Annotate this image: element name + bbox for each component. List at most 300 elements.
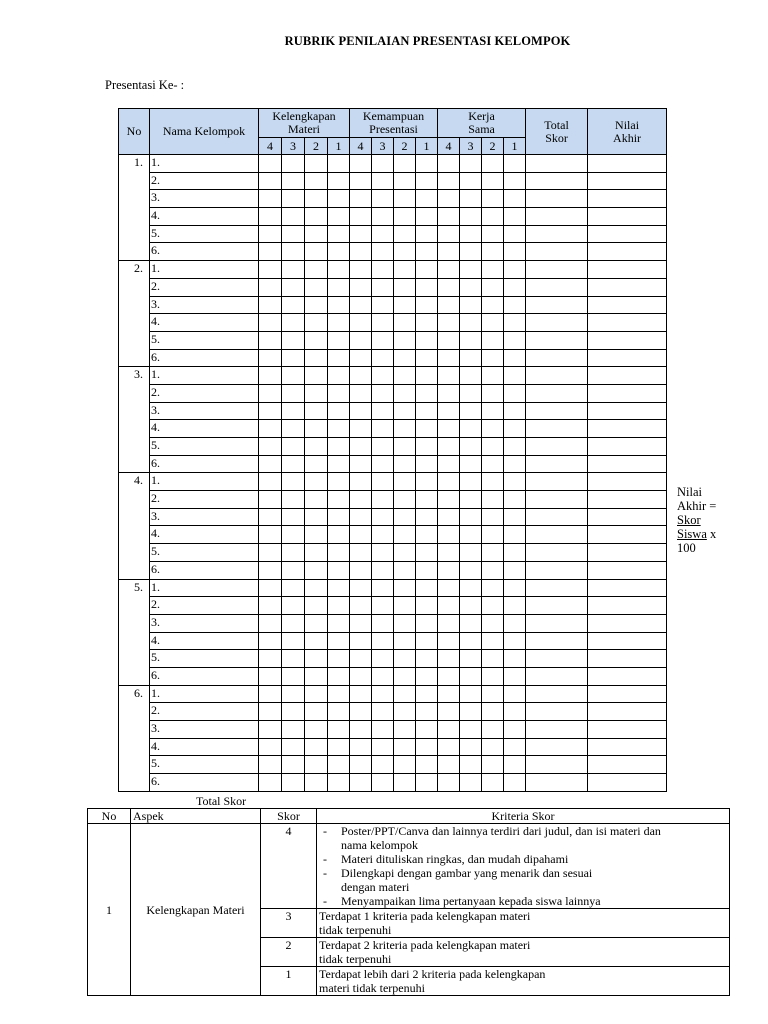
score-cell[interactable] xyxy=(416,455,438,473)
score-cell[interactable] xyxy=(460,296,482,314)
score-cell[interactable] xyxy=(504,261,526,279)
score-cell[interactable] xyxy=(504,296,526,314)
score-cell[interactable] xyxy=(305,632,328,650)
score-cell[interactable] xyxy=(259,261,282,279)
score-cell[interactable] xyxy=(394,331,416,349)
score-cell[interactable] xyxy=(482,473,504,491)
score-cell[interactable] xyxy=(416,225,438,243)
score-cell[interactable] xyxy=(504,508,526,526)
score-cell[interactable] xyxy=(282,685,305,703)
score-cell[interactable] xyxy=(328,243,350,261)
score-cell[interactable] xyxy=(482,455,504,473)
score-cell[interactable] xyxy=(416,579,438,597)
score-cell[interactable] xyxy=(416,526,438,544)
score-cell[interactable] xyxy=(394,685,416,703)
score-cell[interactable] xyxy=(394,667,416,685)
score-cell[interactable] xyxy=(438,314,460,332)
score-cell[interactable] xyxy=(328,632,350,650)
score-cell[interactable] xyxy=(305,261,328,279)
score-cell[interactable] xyxy=(460,579,482,597)
score-cell[interactable] xyxy=(282,508,305,526)
score-cell[interactable] xyxy=(350,172,372,190)
score-cell[interactable] xyxy=(259,544,282,562)
score-cell[interactable] xyxy=(460,314,482,332)
final-score-cell[interactable] xyxy=(588,402,667,420)
score-cell[interactable] xyxy=(438,367,460,385)
score-cell[interactable] xyxy=(259,349,282,367)
score-cell[interactable] xyxy=(460,738,482,756)
score-cell[interactable] xyxy=(438,756,460,774)
score-cell[interactable] xyxy=(394,420,416,438)
score-cell[interactable] xyxy=(350,721,372,739)
score-cell[interactable] xyxy=(328,703,350,721)
score-cell[interactable] xyxy=(372,544,394,562)
total-score-cell[interactable] xyxy=(526,473,588,491)
score-cell[interactable] xyxy=(482,703,504,721)
score-cell[interactable] xyxy=(482,667,504,685)
score-cell[interactable] xyxy=(305,703,328,721)
score-cell[interactable] xyxy=(416,384,438,402)
score-cell[interactable] xyxy=(372,614,394,632)
score-cell[interactable] xyxy=(259,208,282,226)
score-cell[interactable] xyxy=(504,473,526,491)
score-cell[interactable] xyxy=(482,721,504,739)
score-cell[interactable] xyxy=(504,172,526,190)
score-cell[interactable] xyxy=(372,650,394,668)
score-cell[interactable] xyxy=(482,438,504,456)
final-score-cell[interactable] xyxy=(588,544,667,562)
score-cell[interactable] xyxy=(350,420,372,438)
score-cell[interactable] xyxy=(282,738,305,756)
score-cell[interactable] xyxy=(394,261,416,279)
score-cell[interactable] xyxy=(328,491,350,509)
score-cell[interactable] xyxy=(305,614,328,632)
final-score-cell[interactable] xyxy=(588,243,667,261)
score-cell[interactable] xyxy=(305,243,328,261)
score-cell[interactable] xyxy=(350,331,372,349)
score-cell[interactable] xyxy=(305,738,328,756)
score-cell[interactable] xyxy=(460,526,482,544)
score-cell[interactable] xyxy=(416,349,438,367)
score-cell[interactable] xyxy=(416,650,438,668)
score-cell[interactable] xyxy=(504,155,526,173)
score-cell[interactable] xyxy=(328,367,350,385)
score-cell[interactable] xyxy=(372,261,394,279)
score-cell[interactable] xyxy=(328,650,350,668)
score-cell[interactable] xyxy=(460,721,482,739)
score-cell[interactable] xyxy=(438,225,460,243)
score-cell[interactable] xyxy=(328,384,350,402)
score-cell[interactable] xyxy=(504,703,526,721)
score-cell[interactable] xyxy=(394,438,416,456)
score-cell[interactable] xyxy=(482,526,504,544)
score-cell[interactable] xyxy=(305,473,328,491)
final-score-cell[interactable] xyxy=(588,632,667,650)
score-cell[interactable] xyxy=(350,208,372,226)
score-cell[interactable] xyxy=(482,561,504,579)
score-cell[interactable] xyxy=(460,402,482,420)
score-cell[interactable] xyxy=(394,526,416,544)
score-cell[interactable] xyxy=(259,579,282,597)
final-score-cell[interactable] xyxy=(588,667,667,685)
score-cell[interactable] xyxy=(504,225,526,243)
score-cell[interactable] xyxy=(372,774,394,792)
score-cell[interactable] xyxy=(482,261,504,279)
score-cell[interactable] xyxy=(438,172,460,190)
score-cell[interactable] xyxy=(504,314,526,332)
score-cell[interactable] xyxy=(282,438,305,456)
score-cell[interactable] xyxy=(504,614,526,632)
score-cell[interactable] xyxy=(350,438,372,456)
score-cell[interactable] xyxy=(416,544,438,562)
score-cell[interactable] xyxy=(482,243,504,261)
score-cell[interactable] xyxy=(394,314,416,332)
score-cell[interactable] xyxy=(305,544,328,562)
score-cell[interactable] xyxy=(328,225,350,243)
score-cell[interactable] xyxy=(438,526,460,544)
score-cell[interactable] xyxy=(305,491,328,509)
score-cell[interactable] xyxy=(305,455,328,473)
score-cell[interactable] xyxy=(438,491,460,509)
score-cell[interactable] xyxy=(305,721,328,739)
score-cell[interactable] xyxy=(282,172,305,190)
score-cell[interactable] xyxy=(328,190,350,208)
score-cell[interactable] xyxy=(504,491,526,509)
score-cell[interactable] xyxy=(372,190,394,208)
score-cell[interactable] xyxy=(259,738,282,756)
score-cell[interactable] xyxy=(305,225,328,243)
score-cell[interactable] xyxy=(416,367,438,385)
total-score-cell[interactable] xyxy=(526,438,588,456)
score-cell[interactable] xyxy=(305,438,328,456)
total-score-cell[interactable] xyxy=(526,349,588,367)
score-cell[interactable] xyxy=(259,473,282,491)
score-cell[interactable] xyxy=(259,243,282,261)
score-cell[interactable] xyxy=(394,614,416,632)
score-cell[interactable] xyxy=(460,208,482,226)
score-cell[interactable] xyxy=(460,614,482,632)
score-cell[interactable] xyxy=(282,597,305,615)
score-cell[interactable] xyxy=(372,703,394,721)
score-cell[interactable] xyxy=(282,243,305,261)
total-score-cell[interactable] xyxy=(526,225,588,243)
score-cell[interactable] xyxy=(504,650,526,668)
score-cell[interactable] xyxy=(305,420,328,438)
score-cell[interactable] xyxy=(259,614,282,632)
score-cell[interactable] xyxy=(504,579,526,597)
score-cell[interactable] xyxy=(259,597,282,615)
score-cell[interactable] xyxy=(460,190,482,208)
score-cell[interactable] xyxy=(305,296,328,314)
score-cell[interactable] xyxy=(460,455,482,473)
score-cell[interactable] xyxy=(438,455,460,473)
score-cell[interactable] xyxy=(282,544,305,562)
score-cell[interactable] xyxy=(438,579,460,597)
score-cell[interactable] xyxy=(282,278,305,296)
score-cell[interactable] xyxy=(328,261,350,279)
score-cell[interactable] xyxy=(372,208,394,226)
final-score-cell[interactable] xyxy=(588,314,667,332)
score-cell[interactable] xyxy=(328,597,350,615)
score-cell[interactable] xyxy=(328,667,350,685)
score-cell[interactable] xyxy=(394,632,416,650)
score-cell[interactable] xyxy=(259,667,282,685)
score-cell[interactable] xyxy=(416,597,438,615)
total-score-cell[interactable] xyxy=(526,632,588,650)
score-cell[interactable] xyxy=(394,579,416,597)
score-cell[interactable] xyxy=(504,349,526,367)
score-cell[interactable] xyxy=(372,367,394,385)
score-cell[interactable] xyxy=(482,756,504,774)
final-score-cell[interactable] xyxy=(588,774,667,792)
score-cell[interactable] xyxy=(504,420,526,438)
score-cell[interactable] xyxy=(328,756,350,774)
score-cell[interactable] xyxy=(394,544,416,562)
score-cell[interactable] xyxy=(282,561,305,579)
score-cell[interactable] xyxy=(504,438,526,456)
score-cell[interactable] xyxy=(460,561,482,579)
score-cell[interactable] xyxy=(460,278,482,296)
score-cell[interactable] xyxy=(328,155,350,173)
score-cell[interactable] xyxy=(259,526,282,544)
total-score-cell[interactable] xyxy=(526,243,588,261)
score-cell[interactable] xyxy=(305,526,328,544)
score-cell[interactable] xyxy=(460,225,482,243)
score-cell[interactable] xyxy=(350,296,372,314)
score-cell[interactable] xyxy=(460,384,482,402)
score-cell[interactable] xyxy=(438,774,460,792)
score-cell[interactable] xyxy=(328,721,350,739)
score-cell[interactable] xyxy=(259,721,282,739)
score-cell[interactable] xyxy=(438,278,460,296)
score-cell[interactable] xyxy=(305,774,328,792)
score-cell[interactable] xyxy=(438,508,460,526)
score-cell[interactable] xyxy=(282,314,305,332)
score-cell[interactable] xyxy=(438,667,460,685)
score-cell[interactable] xyxy=(394,455,416,473)
score-cell[interactable] xyxy=(282,526,305,544)
score-cell[interactable] xyxy=(305,314,328,332)
score-cell[interactable] xyxy=(372,508,394,526)
score-cell[interactable] xyxy=(372,685,394,703)
score-cell[interactable] xyxy=(394,349,416,367)
final-score-cell[interactable] xyxy=(588,278,667,296)
score-cell[interactable] xyxy=(350,614,372,632)
score-cell[interactable] xyxy=(504,561,526,579)
score-cell[interactable] xyxy=(305,756,328,774)
score-cell[interactable] xyxy=(394,155,416,173)
total-score-cell[interactable] xyxy=(526,614,588,632)
score-cell[interactable] xyxy=(372,172,394,190)
score-cell[interactable] xyxy=(394,473,416,491)
score-cell[interactable] xyxy=(305,579,328,597)
score-cell[interactable] xyxy=(350,561,372,579)
score-cell[interactable] xyxy=(305,172,328,190)
score-cell[interactable] xyxy=(372,455,394,473)
score-cell[interactable] xyxy=(350,190,372,208)
score-cell[interactable] xyxy=(259,774,282,792)
total-score-cell[interactable] xyxy=(526,278,588,296)
final-score-cell[interactable] xyxy=(588,420,667,438)
score-cell[interactable] xyxy=(305,667,328,685)
score-cell[interactable] xyxy=(328,455,350,473)
score-cell[interactable] xyxy=(460,508,482,526)
total-score-cell[interactable] xyxy=(526,544,588,562)
score-cell[interactable] xyxy=(372,632,394,650)
score-cell[interactable] xyxy=(482,155,504,173)
score-cell[interactable] xyxy=(416,190,438,208)
final-score-cell[interactable] xyxy=(588,703,667,721)
score-cell[interactable] xyxy=(394,243,416,261)
total-score-cell[interactable] xyxy=(526,738,588,756)
score-cell[interactable] xyxy=(282,650,305,668)
score-cell[interactable] xyxy=(328,420,350,438)
score-cell[interactable] xyxy=(438,614,460,632)
score-cell[interactable] xyxy=(350,738,372,756)
score-cell[interactable] xyxy=(394,296,416,314)
total-score-cell[interactable] xyxy=(526,455,588,473)
score-cell[interactable] xyxy=(372,561,394,579)
score-cell[interactable] xyxy=(416,614,438,632)
score-cell[interactable] xyxy=(372,155,394,173)
score-cell[interactable] xyxy=(259,455,282,473)
score-cell[interactable] xyxy=(350,367,372,385)
score-cell[interactable] xyxy=(460,261,482,279)
total-score-cell[interactable] xyxy=(526,296,588,314)
score-cell[interactable] xyxy=(372,314,394,332)
score-cell[interactable] xyxy=(372,349,394,367)
score-cell[interactable] xyxy=(460,367,482,385)
score-cell[interactable] xyxy=(416,402,438,420)
final-score-cell[interactable] xyxy=(588,685,667,703)
score-cell[interactable] xyxy=(504,597,526,615)
final-score-cell[interactable] xyxy=(588,349,667,367)
score-cell[interactable] xyxy=(460,243,482,261)
score-cell[interactable] xyxy=(305,685,328,703)
score-cell[interactable] xyxy=(282,455,305,473)
score-cell[interactable] xyxy=(328,579,350,597)
score-cell[interactable] xyxy=(460,438,482,456)
score-cell[interactable] xyxy=(372,331,394,349)
score-cell[interactable] xyxy=(416,561,438,579)
score-cell[interactable] xyxy=(350,774,372,792)
score-cell[interactable] xyxy=(328,614,350,632)
score-cell[interactable] xyxy=(460,650,482,668)
score-cell[interactable] xyxy=(372,721,394,739)
score-cell[interactable] xyxy=(416,172,438,190)
score-cell[interactable] xyxy=(482,685,504,703)
score-cell[interactable] xyxy=(394,208,416,226)
score-cell[interactable] xyxy=(282,261,305,279)
score-cell[interactable] xyxy=(394,367,416,385)
score-cell[interactable] xyxy=(282,756,305,774)
score-cell[interactable] xyxy=(350,597,372,615)
score-cell[interactable] xyxy=(482,579,504,597)
score-cell[interactable] xyxy=(259,314,282,332)
score-cell[interactable] xyxy=(482,614,504,632)
score-cell[interactable] xyxy=(372,667,394,685)
score-cell[interactable] xyxy=(350,455,372,473)
score-cell[interactable] xyxy=(372,491,394,509)
score-cell[interactable] xyxy=(482,208,504,226)
score-cell[interactable] xyxy=(416,438,438,456)
final-score-cell[interactable] xyxy=(588,508,667,526)
score-cell[interactable] xyxy=(394,402,416,420)
score-cell[interactable] xyxy=(504,721,526,739)
score-cell[interactable] xyxy=(394,190,416,208)
score-cell[interactable] xyxy=(460,155,482,173)
score-cell[interactable] xyxy=(394,650,416,668)
score-cell[interactable] xyxy=(282,703,305,721)
score-cell[interactable] xyxy=(350,632,372,650)
score-cell[interactable] xyxy=(259,561,282,579)
score-cell[interactable] xyxy=(394,738,416,756)
score-cell[interactable] xyxy=(482,774,504,792)
score-cell[interactable] xyxy=(460,349,482,367)
total-score-cell[interactable] xyxy=(526,774,588,792)
score-cell[interactable] xyxy=(482,544,504,562)
total-score-cell[interactable] xyxy=(526,721,588,739)
score-cell[interactable] xyxy=(282,331,305,349)
score-cell[interactable] xyxy=(438,473,460,491)
score-cell[interactable] xyxy=(259,420,282,438)
score-cell[interactable] xyxy=(482,738,504,756)
total-score-cell[interactable] xyxy=(526,208,588,226)
score-cell[interactable] xyxy=(350,225,372,243)
score-cell[interactable] xyxy=(482,278,504,296)
total-score-cell[interactable] xyxy=(526,526,588,544)
score-cell[interactable] xyxy=(394,561,416,579)
score-cell[interactable] xyxy=(482,491,504,509)
score-cell[interactable] xyxy=(259,703,282,721)
score-cell[interactable] xyxy=(282,349,305,367)
total-score-cell[interactable] xyxy=(526,420,588,438)
score-cell[interactable] xyxy=(394,597,416,615)
score-cell[interactable] xyxy=(394,508,416,526)
score-cell[interactable] xyxy=(372,225,394,243)
score-cell[interactable] xyxy=(460,774,482,792)
score-cell[interactable] xyxy=(328,544,350,562)
score-cell[interactable] xyxy=(394,774,416,792)
final-score-cell[interactable] xyxy=(588,261,667,279)
score-cell[interactable] xyxy=(438,650,460,668)
total-score-cell[interactable] xyxy=(526,756,588,774)
score-cell[interactable] xyxy=(504,243,526,261)
score-cell[interactable] xyxy=(259,650,282,668)
score-cell[interactable] xyxy=(438,561,460,579)
score-cell[interactable] xyxy=(504,278,526,296)
score-cell[interactable] xyxy=(350,544,372,562)
final-score-cell[interactable] xyxy=(588,473,667,491)
score-cell[interactable] xyxy=(394,703,416,721)
score-cell[interactable] xyxy=(282,420,305,438)
score-cell[interactable] xyxy=(328,561,350,579)
score-cell[interactable] xyxy=(350,261,372,279)
score-cell[interactable] xyxy=(350,756,372,774)
score-cell[interactable] xyxy=(372,278,394,296)
score-cell[interactable] xyxy=(282,225,305,243)
score-cell[interactable] xyxy=(328,526,350,544)
score-cell[interactable] xyxy=(438,703,460,721)
score-cell[interactable] xyxy=(350,703,372,721)
final-score-cell[interactable] xyxy=(588,756,667,774)
score-cell[interactable] xyxy=(504,756,526,774)
score-cell[interactable] xyxy=(460,172,482,190)
score-cell[interactable] xyxy=(282,296,305,314)
score-cell[interactable] xyxy=(350,243,372,261)
score-cell[interactable] xyxy=(504,367,526,385)
score-cell[interactable] xyxy=(259,384,282,402)
